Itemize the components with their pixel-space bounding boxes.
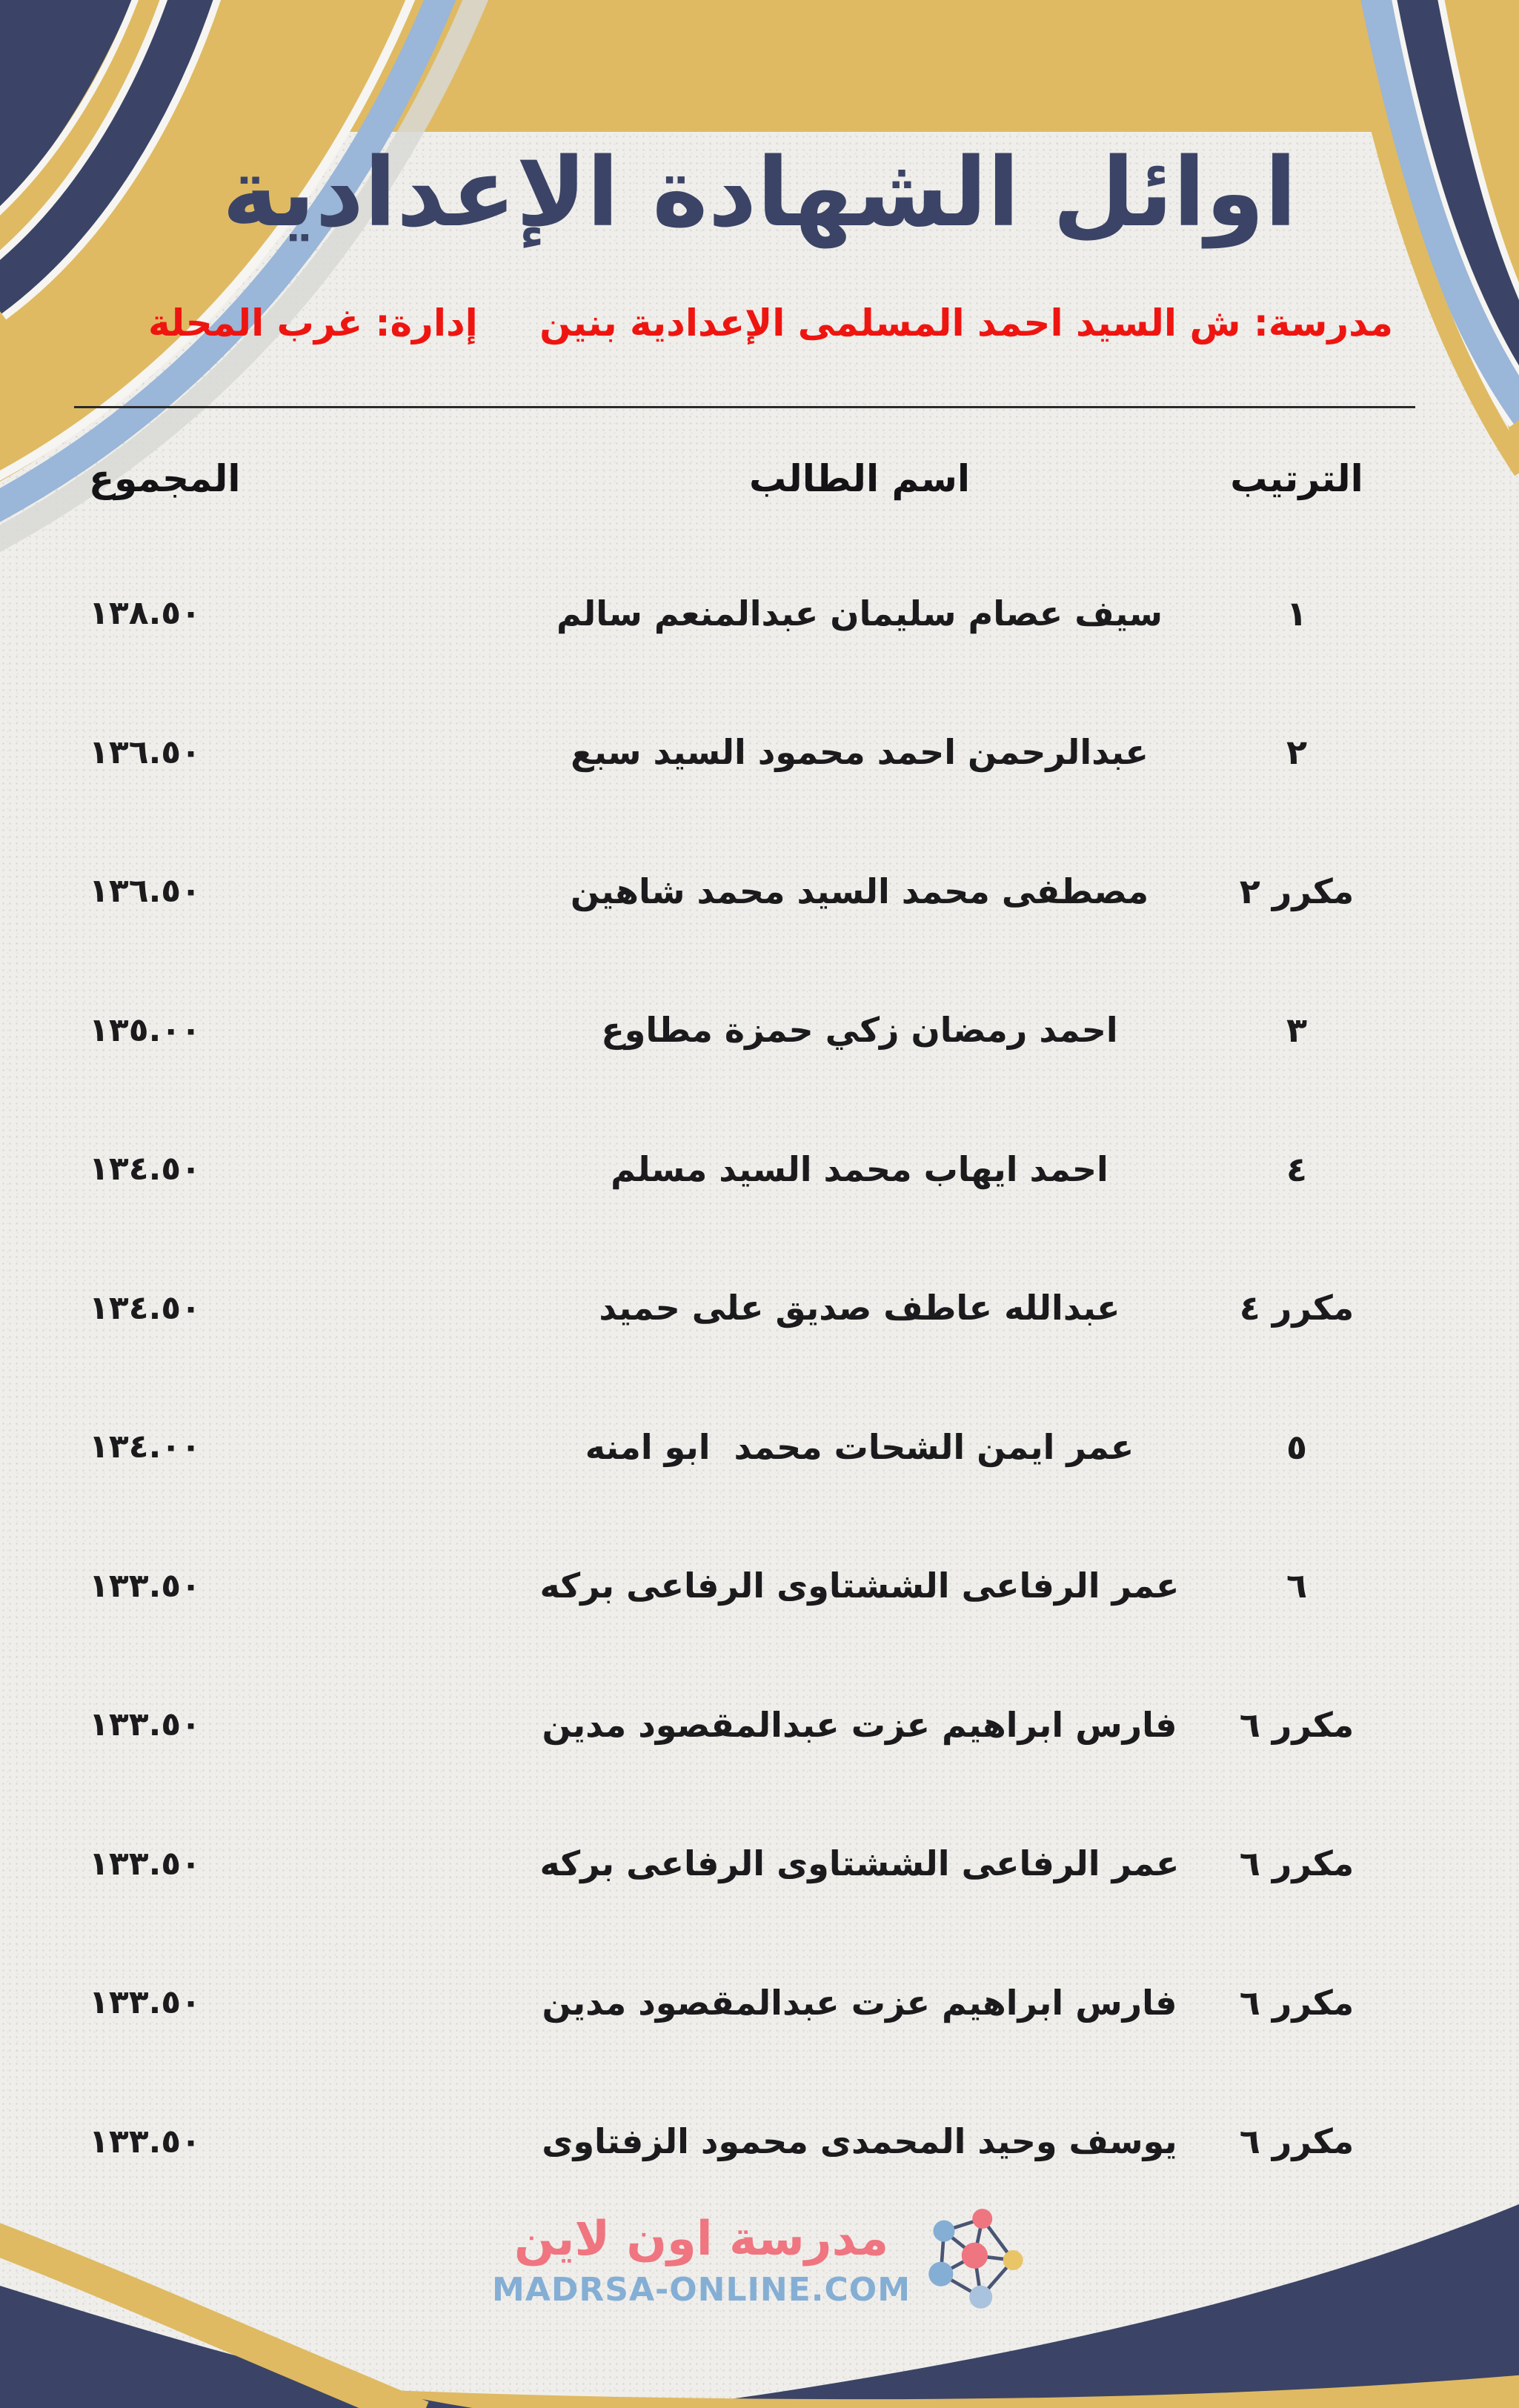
- total-cell: ١٣٣.٥٠: [89, 2122, 201, 2161]
- table-header: [89, 443, 1408, 513]
- name-cell: سيف عصام سليمان عبدالمنعم سالم: [556, 593, 1163, 633]
- header-total: المجموع: [89, 456, 241, 500]
- table-row: [89, 1239, 1408, 1378]
- logo-node-yellow: [1003, 2250, 1023, 2270]
- total-cell: ١٣٦.٥٠: [89, 872, 201, 911]
- rank-cell: ٦: [1286, 1566, 1308, 1606]
- logo-arabic-label: مدرسة اون لاين: [513, 2211, 889, 2266]
- name-cell: فارس ابراهيم عزت عبدالمقصود مدين: [542, 1704, 1177, 1745]
- total-cell: ١٣٨.٥٠: [89, 594, 201, 633]
- name-cell: عمر الرفاعى الششتاوى الرفاعى بركه: [539, 1566, 1180, 1606]
- rank-cell: مكرر ٦: [1239, 2121, 1355, 2162]
- table-row: [89, 1655, 1408, 1795]
- name-cell: فارس ابراهيم عزت عبدالمقصود مدين: [542, 1982, 1177, 2023]
- table-row: [89, 544, 1408, 683]
- total-cell: ١٣٣.٥٠: [89, 1566, 201, 1605]
- total-cell: ١٣٣.٥٠: [89, 1983, 201, 2022]
- total-cell: ١٣٦.٥٠: [89, 733, 201, 771]
- page-title: اوائل الشهادة الإعدادية: [222, 138, 1297, 248]
- rank-cell: ٢: [1286, 732, 1308, 773]
- logo-text: [492, 2212, 911, 2309]
- header-name: اسم الطالب: [748, 456, 971, 500]
- rank-cell: مكرر ٢: [1239, 871, 1355, 911]
- subtitle: [148, 289, 1393, 357]
- rank-cell: ٣: [1286, 1010, 1308, 1051]
- total-cell: ١٣٣.٥٠: [89, 1844, 201, 1883]
- table-row: [89, 1517, 1408, 1656]
- admin-label: إدارة: غرب المحلة: [148, 302, 478, 345]
- total-cell: ١٣٤.٠٠: [89, 1428, 201, 1466]
- network-logo-icon: [927, 2206, 1027, 2314]
- rank-cell: ٥: [1286, 1426, 1308, 1467]
- total-cell: ١٣٣.٥٠: [89, 1706, 201, 1744]
- table-row: [89, 1933, 1408, 2072]
- logo-node-blue-lower: [928, 2261, 953, 2286]
- rank-cell: مكرر ٦: [1239, 1704, 1355, 1745]
- rank-cell: ٤: [1286, 1148, 1308, 1189]
- table-row: [89, 683, 1408, 822]
- name-cell: عمر ايمن الشحات محمد ابو امنه: [585, 1426, 1134, 1467]
- site-logo: [0, 2186, 1519, 2334]
- name-cell: احمد ايهاب محمد السيد مسلم: [611, 1148, 1108, 1189]
- name-cell: عبدالرحمن احمد محمود السيد سبع: [571, 732, 1149, 773]
- table-row: [89, 1377, 1408, 1517]
- divider-line: [74, 406, 1415, 408]
- name-cell: عمر الرفاعى الششتاوى الرفاعى بركه: [539, 1843, 1180, 1884]
- logo-node-pink-center: [962, 2242, 988, 2268]
- rank-cell: مكرر ٦: [1239, 1843, 1355, 1884]
- table-row: [89, 961, 1408, 1100]
- table-row: [89, 1100, 1408, 1239]
- name-cell: عبدالله عاطف صديق على حميد: [599, 1288, 1120, 1328]
- name-cell: مصطفى محمد السيد محمد شاهين: [570, 871, 1149, 911]
- header-rank: الترتيب: [1230, 456, 1363, 500]
- rank-cell: ١: [1286, 593, 1308, 633]
- results-table: [89, 544, 1408, 2211]
- school-label: مدرسة: ش السيد احمد المسلمى الإعدادية بنين: [539, 302, 1393, 345]
- logo-node-blue-upper: [933, 2220, 954, 2241]
- total-cell: ١٣٤.٥٠: [89, 1150, 201, 1188]
- total-cell: ١٣٥.٠٠: [89, 1011, 201, 1049]
- name-cell: احمد رمضان زكي حمزة مطاوع: [601, 1010, 1118, 1051]
- table-row: [89, 822, 1408, 961]
- name-cell: يوسف وحيد المحمدى محمود الزفتاوى: [542, 2121, 1177, 2162]
- total-cell: ١٣٤.٥٠: [89, 1288, 201, 1327]
- logo-domain-label: MADRSA-ONLINE.COM: [492, 2270, 911, 2309]
- rank-cell: مكرر ٦: [1239, 1982, 1355, 2023]
- logo-node-pink-top: [972, 2209, 992, 2229]
- logo-node-blue-bottom: [969, 2285, 992, 2308]
- rank-cell: مكرر ٤: [1239, 1288, 1355, 1328]
- table-row: [89, 1795, 1408, 1934]
